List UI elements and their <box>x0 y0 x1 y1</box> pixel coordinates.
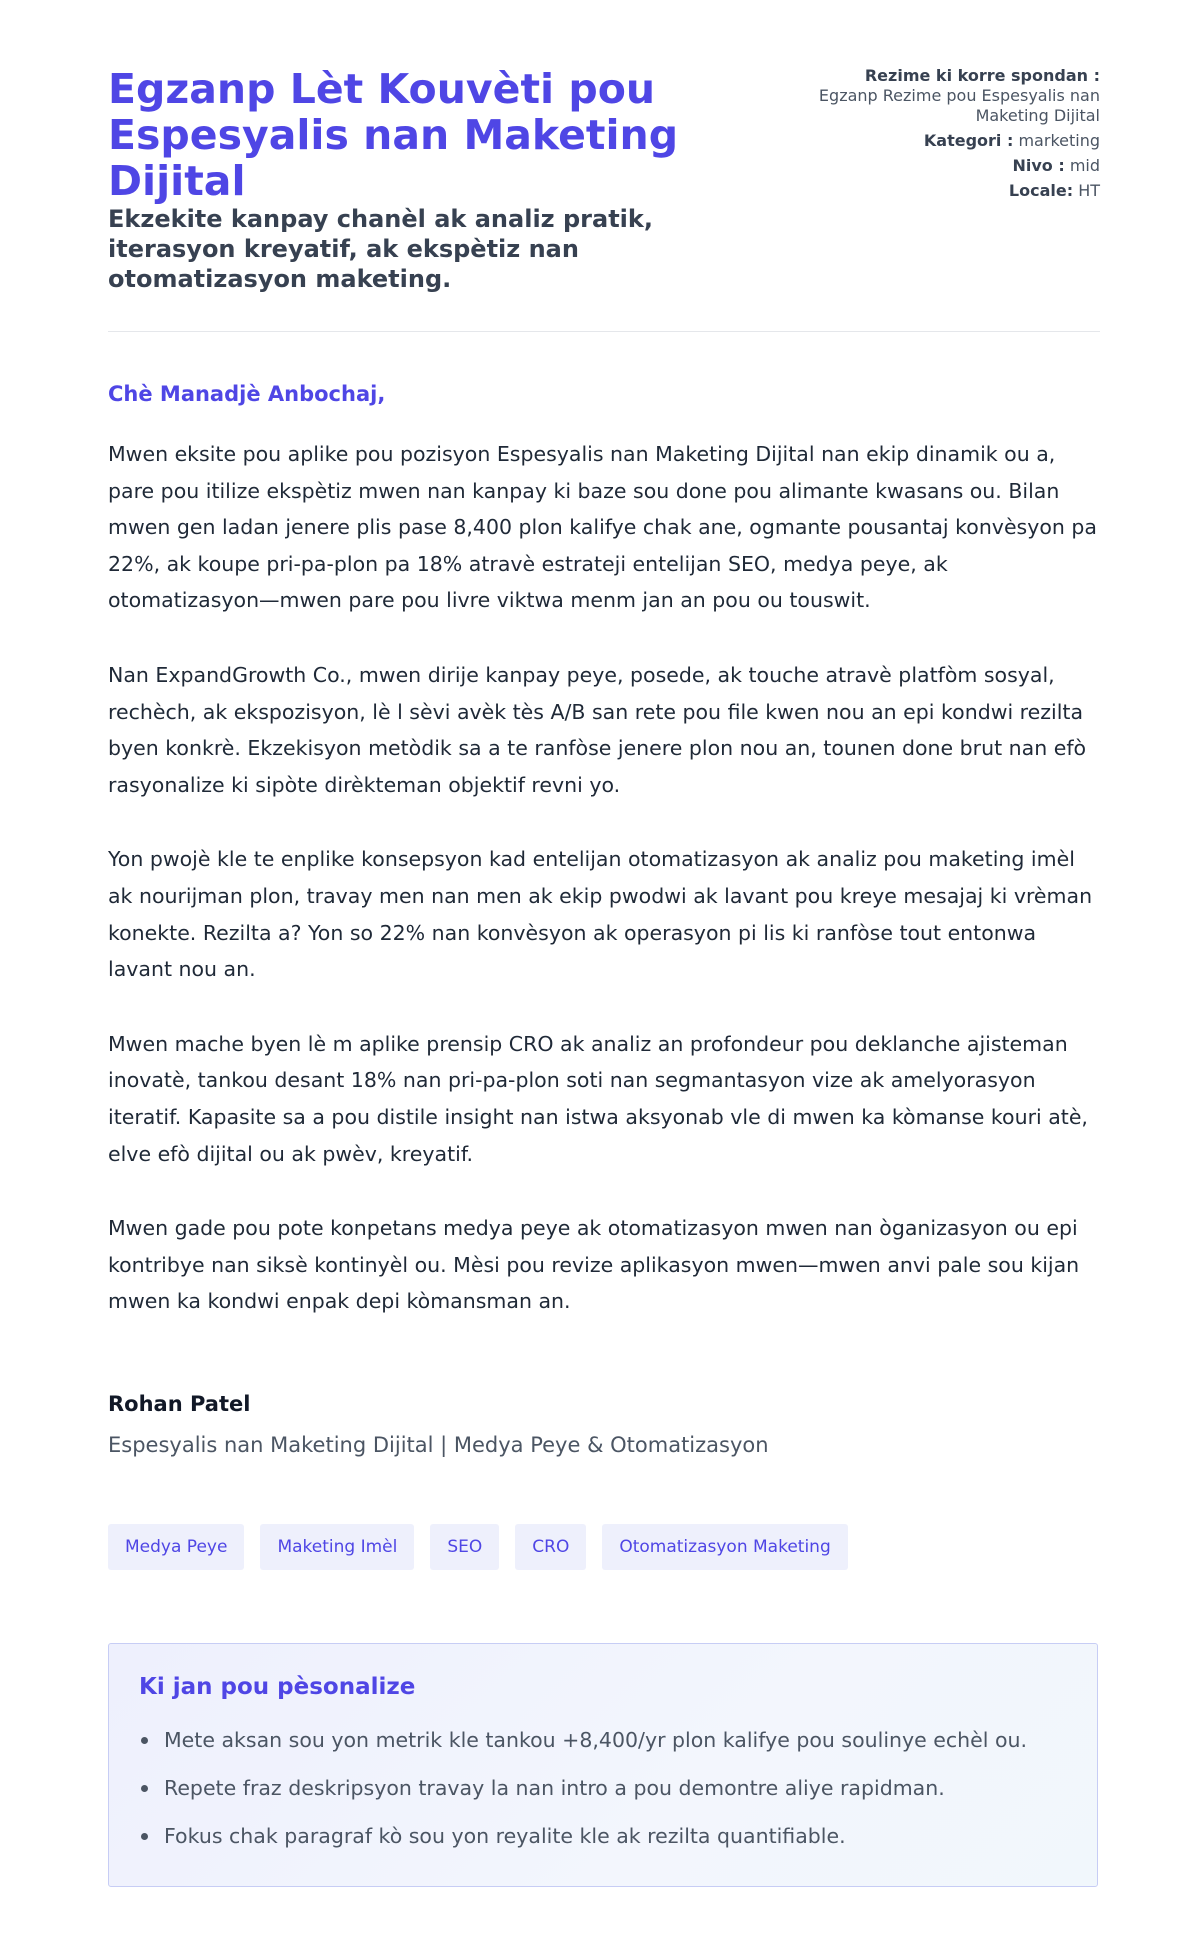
tip-text: Mete aksan sou yon metrik kle tankou +8,400/yr plon kalifye pou soulinye echèl ou. <box>164 1728 1028 1752</box>
letter-paragraph: Yon pwojè kle te enplike konsepsyon kad entelijan otomatizasyon ak analiz pou maketing imèl ak nourijman plon, travay men nan men ak ekip pwodwi ak lavant pou kreye mesajaj ki vrèman konekte. Rezilta a? Yon so 22% nan konvèsyon ak operasyon pi lis ki ranfòse tout entonwa lavant nou an. <box>108 847 1093 982</box>
letter-paragraph: Mwen eksite pou aplike pou pozisyon Espesyalis nan Maketing Dijital nan ekip dinamik ou a, pare pou itilize ekspètiz mwen nan kanpay ki baze sou done pou alimante kwasans ou. Bilan mwen gen ladan jenere plis pase 8,400 plon kalifye chak ane, ogmante pousantaj konvèsyon pa 22%, ak koupe pri-pa-plon pa 18% atravè estrateji entelijan SEO, medya peye, ak otomatizasyon—mwen pare pou livre viktwa menm jan an pou ou touswit. <box>108 442 1097 613</box>
letter-paragraph: Nan ExpandGrowth Co., mwen dirije kanpay peye, posede, ak touche atravè platfòm sosyal, rechèch, ak ekspozisyon, lè l sèvi avèk tès A/B san rete pou file kwen nou an epi kondwi rezilta byen konkrè. Ekzekisyon metòdik sa a te ranfòse jenere plon nou an, tounen done brut nan efò rasyonalize ki sipòte dirèkteman objektif revni yo. <box>108 662 1087 797</box>
skill-tag: CRO <box>515 1524 586 1570</box>
meta-locale-value: HT <box>1078 181 1100 200</box>
bullet-icon <box>141 1833 148 1840</box>
signature-title: Espesyalis nan Maketing Dijital | Medya Peye & Otomatizasyon <box>108 1433 769 1457</box>
tip-text: Repete fraz deskripsyon travay la nan intro a pou demontre aliye rapidman. <box>164 1776 945 1800</box>
meta-locale-label: Locale: <box>1008 181 1074 200</box>
skill-tag: Medya Peye <box>108 1524 244 1570</box>
meta-resume-label: Rezime ki korre spondan : <box>864 66 1100 85</box>
bullet-icon <box>141 1737 148 1744</box>
meta-resume-value: Egzanp Rezime pou Espesyalis nan Maketing Dijital <box>818 86 1100 125</box>
bullet-icon <box>141 1785 148 1792</box>
customize-tips-box <box>108 1643 1098 1887</box>
tip-item <box>139 1776 1069 1800</box>
meta-level <box>780 156 1100 176</box>
header <box>108 66 1100 294</box>
header-divider <box>108 331 1100 332</box>
page-subtitle: Ekzekite kanpay chanèl ak analiz pratik, iterasyon kreyatif, ak ekspètiz nan otomatizasyon maketing. <box>108 205 653 293</box>
skill-tags <box>108 1524 848 1570</box>
tips-heading: Ki jan pou pèsonalize <box>139 1674 416 1700</box>
skill-tag: Maketing Imèl <box>260 1524 414 1570</box>
meta-category <box>780 131 1100 151</box>
meta-level-label: Nivo : <box>1012 156 1065 175</box>
letter-paragraph: Mwen gade pou pote konpetans medya peye ak otomatizasyon mwen nan òganizasyon ou epi kontribye nan siksè kontinyèl ou. Mèsi pou revize aplikasyon mwen—mwen anvi pale sou kijan mwen ka kondwi enpak depi kòmansman an. <box>108 1216 1080 1314</box>
tip-item <box>139 1824 1069 1848</box>
skill-tag: SEO <box>430 1524 499 1570</box>
meta-resume <box>780 66 1100 126</box>
title-block <box>108 66 708 294</box>
letter-paragraph: Mwen mache byen lè m aplike prensip CRO ak analiz an profondeur pou deklanche ajisteman inovatè, tankou desant 18% nan pri-pa-plon soti nan segmantasyon vize ak amelyorasyon iteratif. Kapasite sa a pou distile insight nan istwa aksyonab vle di mwen ka kòmanse kouri atè, elve efò dijital ou ak pwèv, kreyatif. <box>108 1031 1088 1166</box>
meta-category-value: marketing <box>1018 131 1100 150</box>
meta-locale <box>780 181 1100 201</box>
tip-text: Fokus chak paragraf kò sou yon reyalite kle ak rezilta quantifiable. <box>164 1824 846 1848</box>
letter-body <box>108 436 1100 1358</box>
skill-tag: Otomatizasyon Maketing <box>602 1524 847 1570</box>
salutation: Chè Manadjè Anbochaj, <box>108 382 386 406</box>
page-title: Egzanp Lèt Kouvèti pou Espesyalis nan Maketing Dijital <box>108 65 679 205</box>
tips-list <box>139 1728 1069 1872</box>
signature-name: Rohan Patel <box>108 1392 251 1416</box>
meta-level-value: mid <box>1069 156 1100 175</box>
meta-category-label: Kategori : <box>923 131 1014 150</box>
tip-item <box>139 1728 1069 1752</box>
meta-panel <box>780 66 1100 294</box>
